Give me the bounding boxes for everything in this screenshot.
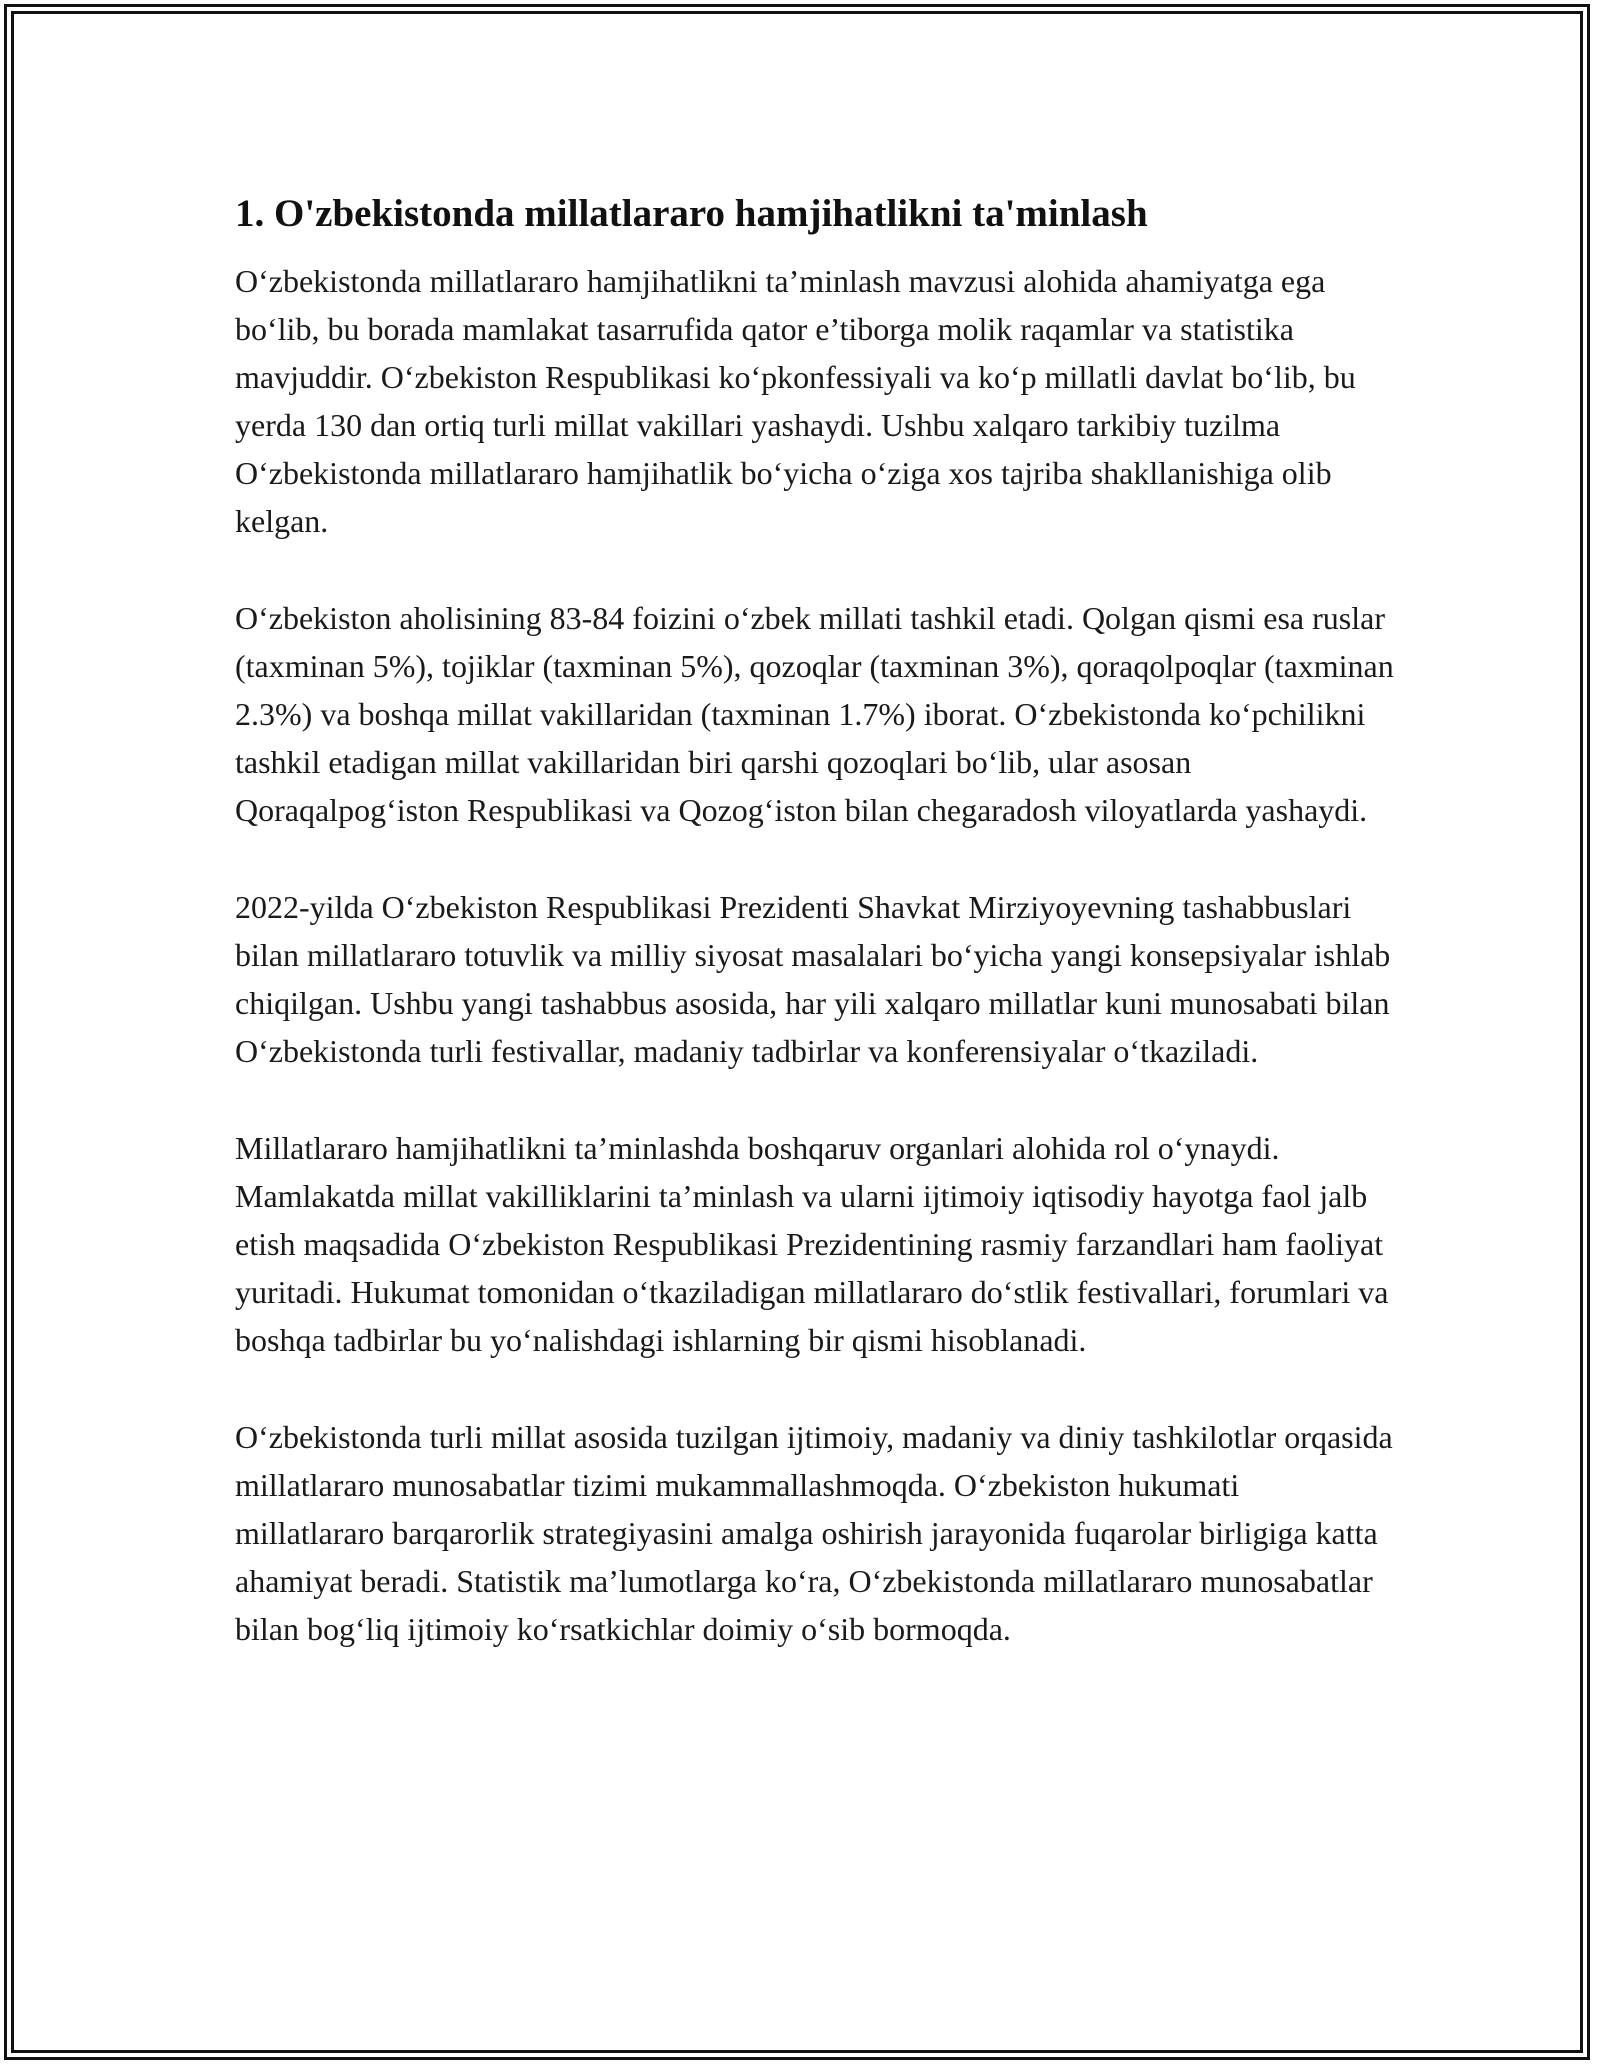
paragraph-3: 2022-yilda O‘zbekiston Respublikasi Prezidenti Shavkat Mirziyoyevning tashabbuslari bilan millatlararo totuvlik va milliy siyosat masalalari bo‘yicha yangi konsepsiyalar ishlab chiqilgan. Ushbu yangi tashabbus asosida, har yili xalqaro millatlar kuni munosabati bilan O‘zbekistonda turli festivallar, madaniy tadbirlar va konferensiyalar o‘tkaziladi.	[235, 889, 1391, 1069]
paragraph-4: Millatlararo hamjihatlikni ta’minlashda boshqaruv organlari alohida rol o‘ynaydi. Mamlakatda millat vakilliklarini ta’minlash va ularni ijtimoiy iqtisodiy hayotga faol jalb etish maqsadida O‘zbekiston Respublikasi Prezidentining rasmiy farzandlari ham faoliyat yuritadi. Hukumat tomonidan o‘tkaziladigan millatlararo do‘stlik festivallari, forumlari va boshqa tadbirlar bu yo‘nalishdagi ishlarning bir qismi hisoblanadi.	[235, 1130, 1389, 1358]
paragraph-5: O‘zbekistonda turli millat asosida tuzilgan ijtimoiy, madaniy va diniy tashkilotlar orqasida millatlararo munosabatlar tizimi mukammallashmoqda. O‘zbekiston hukumati millatlararo barqarorlik strategiyasini amalga oshirish jarayonida fuqarolar birligiga katta ahamiyat beradi. Statistik ma’lumotlarga ko‘ra, O‘zbekistonda millatlararo munosabatlar bilan bog‘liq ijtimoiy ko‘rsatkichlar doimiy o‘sib bormoqda.	[235, 1419, 1393, 1647]
document-body	[235, 185, 1395, 1702]
document-title: 1. O'zbekistonda millatlararo hamjihatlikni ta'minlash	[235, 192, 1148, 235]
paragraph-2: O‘zbekiston aholisining 83-84 foizini o‘zbek millati tashkil etadi. Qolgan qismi esa ruslar (taxminan 5%), tojiklar (taxminan 5%), qozoqlar (taxminan 3%), qoraqolpoqlar (taxminan 2.3%) va boshqa millat vakillaridan (taxminan 1.7%) iborat. O‘zbekistonda ko‘pchilikni tashkil etadigan millat vakillaridan biri qarshi qozoqlari bo‘lib, ular asosan Qoraqalpog‘iston Respublikasi va Qozog‘iston bilan chegaradosh viloyatlarda yashaydi.	[235, 600, 1394, 828]
paragraph-1: O‘zbekistonda millatlararo hamjihatlikni ta’minlash mavzusi alohida ahamiyatga ega bo‘lib, bu borada mamlakat tasarrufida qator e’tiborga molik raqamlar va statistika mavjuddir. O‘zbekiston Respublikasi ko‘pkonfessiyali va ko‘p millatli davlat bo‘lib, bu yerda 130 dan ortiq turli millat vakillari yashaydi. Ushbu xalqaro tarkibiy tuzilma O‘zbekistonda millatlararo hamjihatlik bo‘yicha o‘ziga xos tajriba shakllanishiga olib kelgan.	[235, 263, 1356, 539]
